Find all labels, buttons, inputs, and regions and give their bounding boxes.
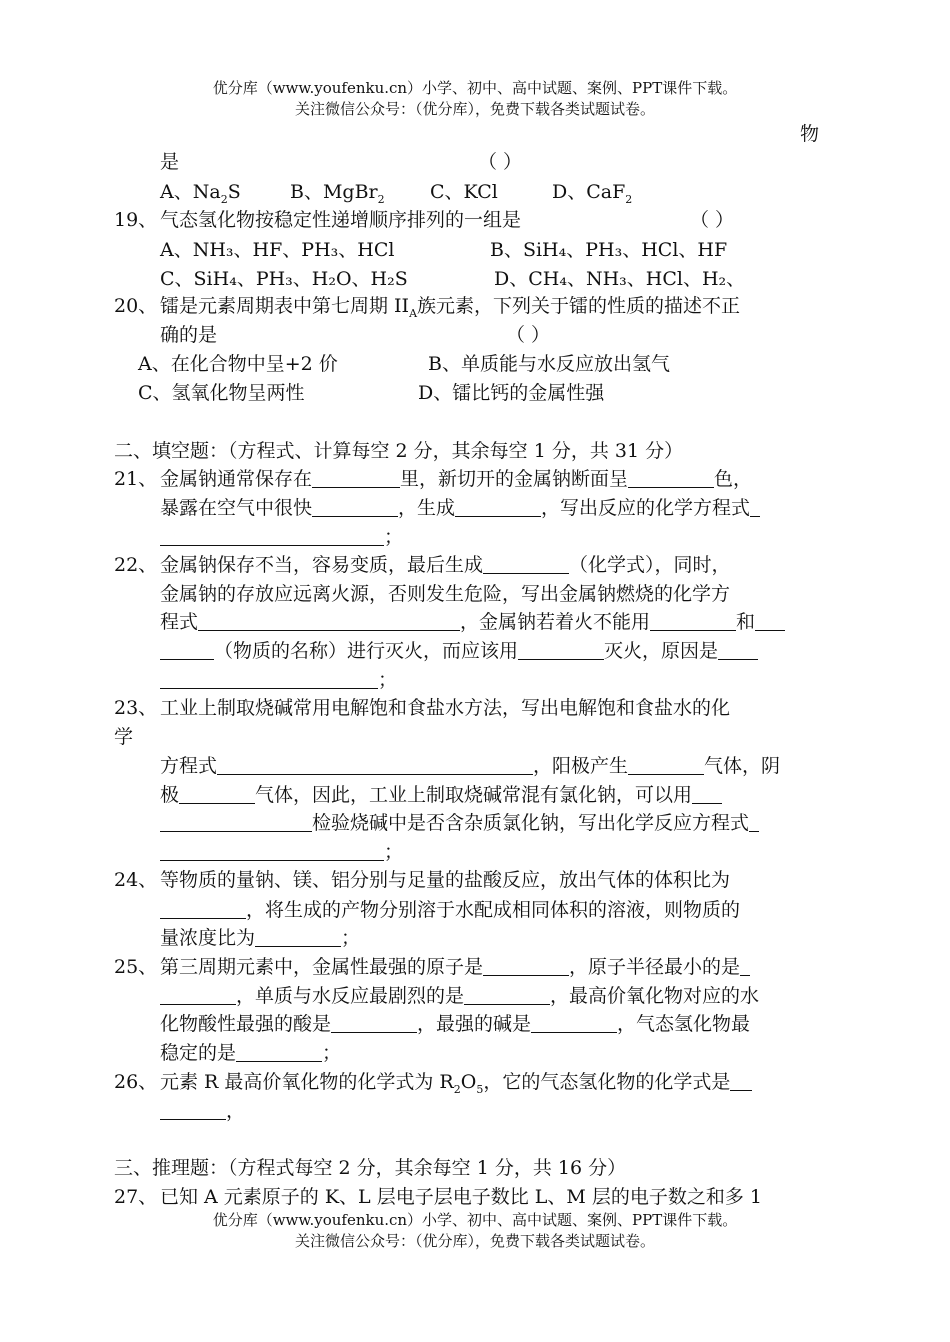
blank[interactable] [160,526,384,546]
q25-line-2: ，单质与水反应最剧烈的是 ，最高价氧化物对应的水 [160,982,759,1010]
header-line-1: 优分库（www.youfenku.cn）小学、初中、高中试题、案例、PPT课件下载。 [212,79,738,97]
q19-option-c: C、SiH₄、PH₃、H₂O、H₂S [160,268,408,290]
blank[interactable] [740,956,750,976]
q20-stem-line2: 确的是 [160,324,218,346]
q20-stem: 20、 镭是元素周期表中第七周期 $II_A$族元素，下列关于镭的性质的描述不正 [114,295,741,320]
q21-line-1: 21、 金属钠通常保存在 里，新切开的金属钠断面呈 色， [114,468,753,490]
q19-option-d: D、CH₄、NH₃、HCl、H₂、 [494,268,746,290]
q18-answer-paren: （ ） [478,151,523,173]
q18-option-b: B、MgBr$_2$ [290,181,385,206]
blank[interactable] [692,784,722,804]
q20-answer-paren: （ ） [506,324,551,346]
blank[interactable] [755,611,785,631]
q19-option-a: A、NH₃、HF、PH₃、HCl [160,239,395,261]
q24-line-2: ，将生成的产物分别溶于水配成相同体积的溶液，则物质的 [160,896,740,924]
blank[interactable] [160,985,236,1005]
blank[interactable] [483,554,569,574]
q21-line-2: 暴露在空气中很快 ，生成 ，写出反应的化学方程式 [160,494,760,522]
q18-stem: 是 [160,151,180,173]
blank[interactable] [464,985,550,1005]
q22-line-2: 金属钠的存放应远离火源，否则发生危险，写出金属钠燃烧的化学方 [160,583,731,605]
q23-line-2: 学 [114,726,134,748]
q25-line-4: 稳定的是 ； [160,1042,342,1064]
q19-option-b: B、SiH₄、PH₃、HCl、HF [490,239,728,261]
blank[interactable] [331,1013,417,1033]
q26-line-2: ， [160,1097,245,1125]
blank[interactable] [718,640,758,660]
q18-tail-word: 物 [800,123,820,145]
q22-line-4: （物质的名称）进行灭火，而应该用 灭火，原因是 [160,637,758,665]
blank[interactable] [236,1042,322,1062]
blank[interactable] [312,497,398,517]
blank[interactable] [179,784,255,804]
q21-line-3: ； [160,523,403,551]
q20-option-d: D、镭比钙的金属性强 [418,382,605,404]
footer-line-1: 优分库（www.youfenku.cn）小学、初中、高中试题、案例、PPT课件下载。 [212,1211,738,1229]
q24-line-1: 24、 等物质的量钠、镁、铝分别与足量的盐酸反应，放出气体的体积比为 [114,869,731,891]
blank[interactable] [217,755,533,775]
blank[interactable] [483,956,569,976]
q23-line-1: 23、 工业上制取烧碱常用电解饱和食盐水方法，写出电解饱和食盐水的化 [114,697,731,719]
section-2-title: 二、填空题：（方程式、计算每空 2 分，其余每空 1 分，共 31 分） [114,440,684,462]
q26-line-1: 26、 元素 R 最高价氧化物的化学式为 $R_2O_5$，它的气态氢化物的化学式是 [114,1068,752,1096]
blank[interactable] [198,611,460,631]
blank[interactable] [255,927,341,947]
blank[interactable] [160,669,378,689]
q27-line-1: 27、 已知 A 元素原子的 K、L 层电子层电子数比 L、M 层的电子数之和多 1 [114,1186,762,1208]
q20-option-b: B、单质能与水反应放出氢气 [428,353,670,375]
q19-stem: 19、 气态氢化物按稳定性递增顺序排列的一组是 [114,209,522,231]
header-line-2: 关注微信公众号：（优分库），免费下载各类试题试卷。 [294,100,655,118]
q19-answer-paren: （ ） [690,209,735,231]
blank[interactable] [628,755,704,775]
blank[interactable] [531,1013,617,1033]
q23-line-3: 方程式 ，阳极产生 气体，阴 [160,755,781,777]
blank[interactable] [650,611,736,631]
q24-line-3: 量浓度比为 ； [160,927,361,949]
q22-line-3: 程式 ，金属钠若着火不能用 和 [160,608,785,636]
q25-line-1: 25、 第三周期元素中，金属性最强的原子是 ，原子半径最小的是 [114,953,750,981]
blank[interactable] [750,497,760,517]
section-3-title: 三、推理题：（方程式每空 2 分，其余每空 1 分，共 16 分） [114,1157,627,1179]
q22-line-5: ； [160,666,397,694]
blank[interactable] [160,1100,226,1120]
footer-line-2: 关注微信公众号：（优分库），免费下载各类试题试卷。 [294,1232,655,1250]
blank[interactable] [160,841,384,861]
blank[interactable] [518,640,604,660]
q23-line-6: ； [160,838,403,866]
q23-line-4: 极 气体，因此，工业上制取烧碱常混有氯化钠，可以用 [160,781,722,809]
q25-line-3: 化物酸性最强的酸是 ，最强的碱是 ，气态氢化物最 [160,1013,751,1035]
q20-option-c: C、氢氧化物呈两性 [138,382,305,404]
q20-option-a: A、在化合物中呈+2 价 [138,353,338,375]
blank[interactable] [730,1071,752,1091]
q22-line-1: 22、 金属钠保存不当，容易变质，最后生成 （化学式），同时， [114,554,731,576]
blank[interactable] [628,468,714,488]
blank[interactable] [749,812,759,832]
q18-option-a: A、$Na_2S$ [160,181,241,206]
blank[interactable] [160,812,312,832]
q18-option-c: C、KCl [430,181,498,203]
q23-line-5: 检验烧碱中是否含杂质氯化钠，写出化学反应方程式 [160,809,759,837]
blank[interactable] [160,640,214,660]
q18-option-d: D、CaF$_2$ [552,181,633,206]
blank[interactable] [160,899,246,919]
blank[interactable] [455,497,541,517]
blank[interactable] [312,468,400,488]
